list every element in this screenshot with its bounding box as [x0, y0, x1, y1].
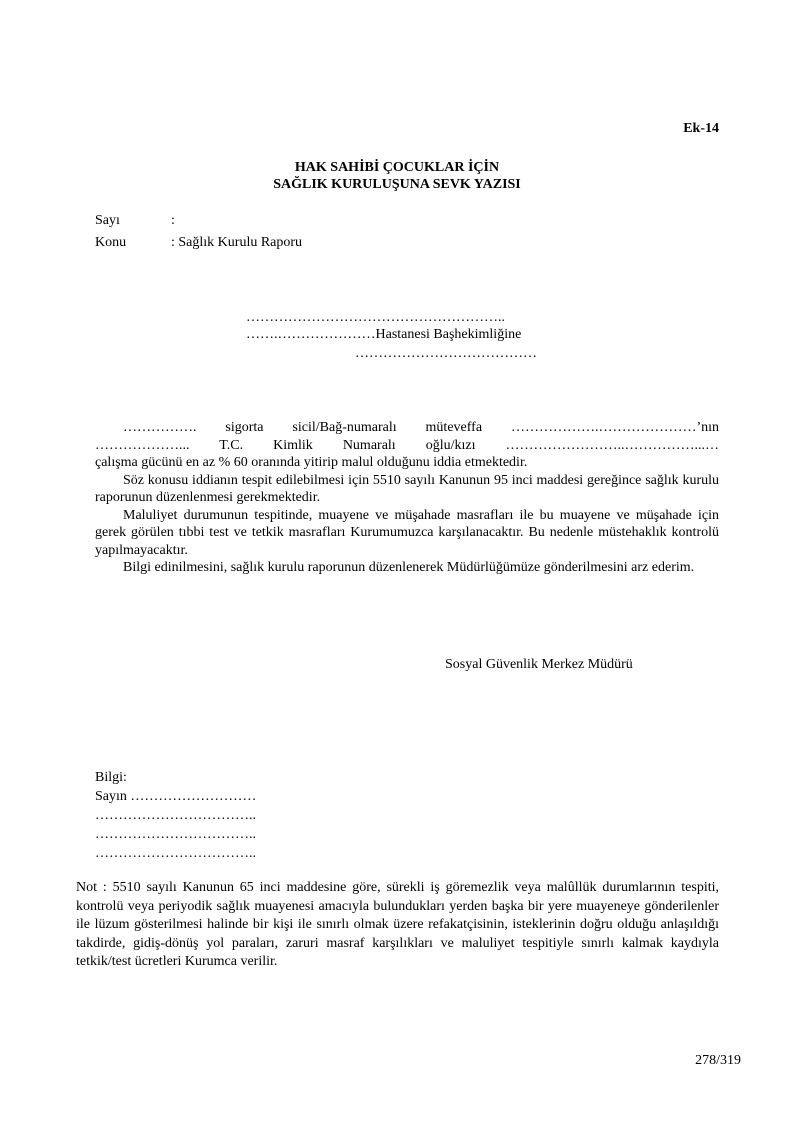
- document-title-line1: HAK SAHİBİ ÇOCUKLAR İÇİN: [294, 160, 500, 175]
- body-paragraph1-line3: çalışma gücünü en az % 60 oranında yitirip malul olduğunu iddia etmektedir.: [95, 455, 528, 470]
- body-paragraph3: Maluliyet durumunun tespitinde, muayene ve müşahade masrafları ile bu muayene ve müşahade için gerek görülen tıbbi test ve tetkik masrafları Kurumumuzca karşılanacaktır. Bu nedenle müstehaklık kontrolü yapılmayacaktır.: [95, 507, 719, 558]
- konu-label: Konu: [95, 235, 127, 250]
- body-paragraph1-line2: ………………... T.C. Kimlik Numaralı oğlu/kızı ……………………..……………...…: [95, 437, 719, 453]
- sayi-label: Sayı: [95, 213, 120, 228]
- sayi-value: :: [171, 213, 175, 228]
- body-paragraph4: Bilgi edinilmesini, sağlık kurulu raporunun düzenlenerek Müdürlüğümüze gönderilmesini arz ederim.: [123, 560, 695, 575]
- address-line1: ………………………………………………..: [246, 310, 505, 325]
- annex-label: Ek-14: [683, 121, 719, 136]
- bilgi-label: Bilgi:: [95, 770, 127, 785]
- bilgi-line2: ……………………………..: [95, 827, 256, 842]
- bilgi-line1: ……………………………..: [95, 808, 256, 823]
- bilgi-line3: ……………………………..: [95, 846, 256, 861]
- note-paragraph: Not : 5510 sayılı Kanunun 65 inci maddesine göre, sürekli iş göremezlik veya malûllük durumlarının tespiti, kontrolü veya periyodik sağlık muayenesi amacıyla bulundukları yerden başka bir yere muayeneye gönderilenler ile lüzum gösterilmesi halinde bir kişi ile sınırlı olmak üzere refakatçisinin, isteklerinin doğru olduğu anlaşıldığı takdirde, gidiş-dönüş yol paraları, zaruri masraf karşılıkları ve maluliyet tespitiyle sınırlı kalmak kaydıyla tetkik/test ücretleri Kurumca verilir.: [76, 880, 719, 969]
- signature-title: Sosyal Güvenlik Merkez Müdürü: [445, 657, 633, 672]
- page-number: 278/319: [695, 1053, 741, 1068]
- bilgi-section: [95, 768, 256, 863]
- body-paragraph2: Söz konusu iddianın tespit edilebilmesi için 5510 sayılı Kanunun 95 inci maddesi gereğince sağlık kurulu raporunun düzenlenmesi gerekmektedir.: [95, 472, 719, 505]
- letter-body: [95, 419, 719, 577]
- address-line3: …………………………………: [355, 346, 537, 361]
- bilgi-sayin: Sayın ………………………: [95, 789, 257, 804]
- document-title-line2: SAĞLIK KURULUŞUNA SEVK YAZISI: [273, 177, 521, 192]
- body-paragraph1-line1: ……………. sigorta sicil/Bağ-numaralı müteveffa ……………….…………………’nın: [123, 420, 719, 435]
- address-line2: …….…………………Hastanesi Başhekimliğine: [246, 327, 522, 342]
- konu-value: : Sağlık Kurulu Raporu: [171, 235, 303, 250]
